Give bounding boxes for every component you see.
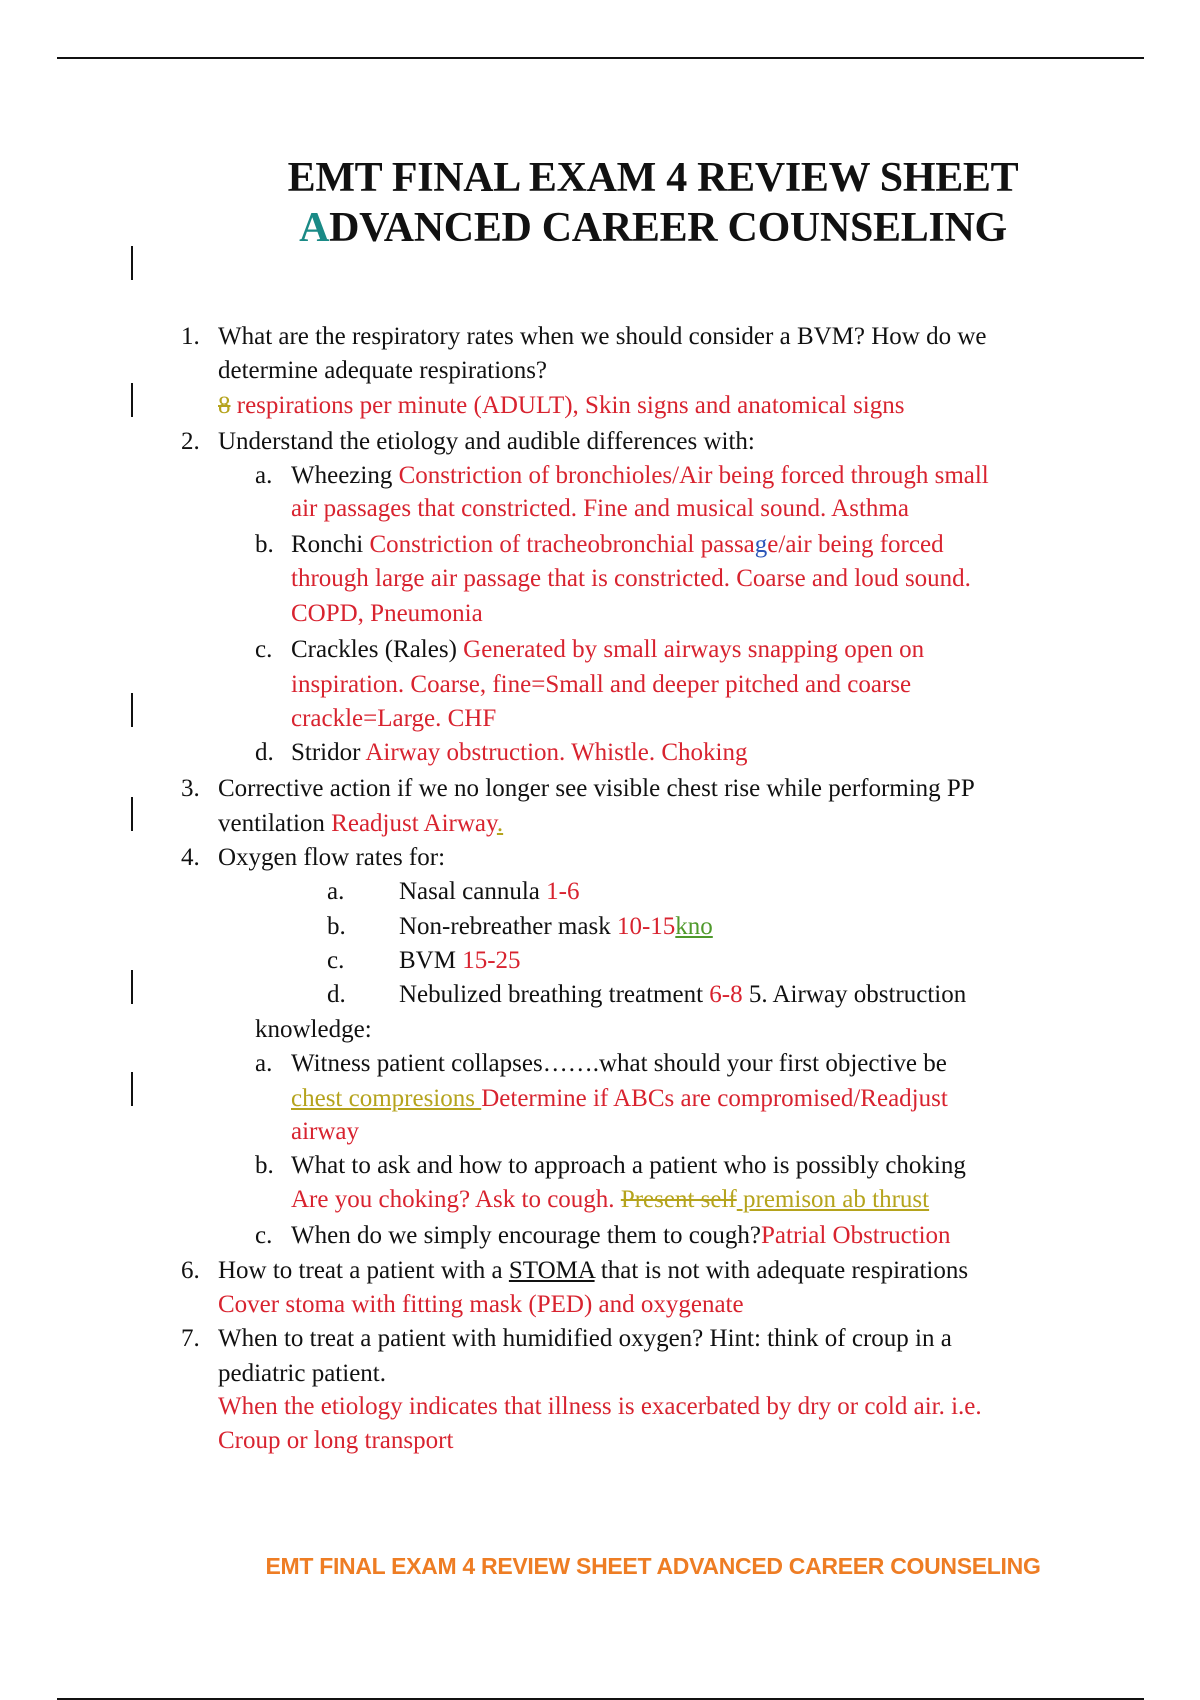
question-text: BVM xyxy=(399,947,463,974)
title-line-2-rest: DVANCED CAREER COUNSELING xyxy=(329,205,1007,251)
text-line xyxy=(291,632,924,668)
list-marker: a. xyxy=(327,878,345,905)
list-marker: c. xyxy=(255,1222,273,1249)
answer-text: Croup or long transport xyxy=(218,1427,454,1454)
list-marker: c. xyxy=(327,947,345,974)
change-bar xyxy=(131,246,133,280)
question-text: 5. Airway obstruction xyxy=(742,981,967,1008)
answer-text: air passages that constricted. Fine and musical sound. Asthma xyxy=(291,495,909,522)
answer-text: Cover stoma with fitting mask (PED) and oxygenate xyxy=(218,1291,744,1318)
answer-text: COPD, Pneumonia xyxy=(291,600,483,627)
page-footer: EMT FINAL EXAM 4 REVIEW SHEET ADVANCED CAREER COUNSELING xyxy=(265,1553,1041,1579)
text-line xyxy=(291,1046,947,1082)
answer-text: e/air being forced xyxy=(767,531,944,558)
change-bar xyxy=(131,693,133,727)
text-line xyxy=(291,1114,359,1150)
answer-text: 15-25 xyxy=(462,947,521,974)
text-line xyxy=(218,1423,453,1459)
text-line xyxy=(218,840,445,876)
page-title xyxy=(0,153,1200,253)
list-marker: 7. xyxy=(181,1325,200,1352)
answer-text: crackle=Large. CHF xyxy=(291,705,497,732)
question-text: When do we simply encourage them to cough? xyxy=(291,1222,761,1249)
question-text: What are the respiratory rates when we should consider a BVM? How do we xyxy=(218,323,987,350)
list-marker: b. xyxy=(255,1152,274,1179)
list-marker: d. xyxy=(255,739,274,766)
text-line xyxy=(291,701,496,737)
top-rule xyxy=(57,57,1144,59)
answer-text: respirations per minute (ADULT), Skin signs and anatomical signs xyxy=(230,392,905,419)
question-text: How to treat a patient with a xyxy=(218,1257,509,1284)
question-text: Corrective action if we no longer see visible chest rise while performing PP xyxy=(218,775,975,802)
answer-text: 1-6 xyxy=(546,878,580,905)
answer-text: Readjust Airway xyxy=(331,810,497,837)
answer-text: airway xyxy=(291,1118,360,1145)
text-line xyxy=(218,319,987,355)
question-text: Understand the etiology and audible differences with: xyxy=(218,428,755,455)
text-line xyxy=(255,1012,372,1048)
question-text: Nebulized breathing treatment xyxy=(399,981,710,1008)
text-line xyxy=(218,771,975,807)
title-line-2 xyxy=(0,203,1200,253)
text-line xyxy=(218,388,904,424)
text-line xyxy=(291,561,971,597)
text-line xyxy=(291,1148,966,1184)
change-bar xyxy=(131,797,133,831)
question-text: Witness patient collapses…….what should your first objective be xyxy=(291,1050,947,1077)
answer-text: 10-15 xyxy=(616,913,676,940)
tracked-edit: Present self xyxy=(620,1186,737,1213)
text-line xyxy=(399,874,579,910)
answer-text: Are you choking? Ask to cough. xyxy=(291,1186,621,1213)
title-line-1: EMT FINAL EXAM 4 REVIEW SHEET xyxy=(287,155,1019,201)
text-line xyxy=(291,667,911,703)
tracked-edit: g xyxy=(754,531,768,558)
text-line xyxy=(218,424,755,460)
answer-text: Constriction of tracheobronchial passa xyxy=(369,531,755,558)
question-text: knowledge: xyxy=(255,1016,372,1043)
answer-text: Airway obstruction. Whistle. Choking xyxy=(365,739,748,766)
change-bar xyxy=(131,1072,133,1106)
text-line xyxy=(218,1356,386,1392)
tracked-edit: chest compresions xyxy=(291,1085,482,1112)
answer-text: Patrial Obstruction xyxy=(761,1222,951,1249)
question-text: determine adequate respirations? xyxy=(218,357,548,384)
tracked-edit: . xyxy=(496,810,504,837)
text-line xyxy=(218,1253,968,1289)
answer-text: Determine if ABCs are compromised/Readjust xyxy=(481,1085,948,1112)
tracked-edit: 8 xyxy=(218,392,231,419)
list-marker: b. xyxy=(327,913,346,940)
question-text: What to ask and how to approach a patient who is possibly choking xyxy=(291,1152,966,1179)
question-text: Wheezing xyxy=(291,462,399,489)
text-line xyxy=(291,1182,929,1218)
answer-text: Generated by small airways snapping open on xyxy=(463,636,925,663)
text-line xyxy=(218,1321,952,1357)
question-text: STOMA xyxy=(508,1257,595,1284)
text-line xyxy=(291,491,909,527)
answer-text: inspiration. Coarse, fine=Small and deeper pitched and coarse xyxy=(291,671,912,698)
answer-text: When the etiology indicates that illness is exacerbated by dry or cold air. i.e. xyxy=(218,1393,982,1420)
question-text: Non-rebreather mask xyxy=(399,913,617,940)
list-marker: 2. xyxy=(181,428,200,455)
question-text: Stridor xyxy=(291,739,366,766)
question-text: Ronchi xyxy=(291,531,370,558)
question-text: that is not with adequate respirations xyxy=(594,1257,969,1284)
list-marker: 4. xyxy=(181,844,200,871)
tracked-edit: kno xyxy=(675,913,713,940)
answer-text: through large air passage that is constricted. Coarse and loud sound. xyxy=(291,565,971,592)
question-text: Oxygen flow rates for: xyxy=(218,844,446,871)
list-marker: d. xyxy=(327,981,346,1008)
text-line xyxy=(291,458,989,494)
list-marker: 3. xyxy=(181,775,200,802)
text-line xyxy=(218,806,503,842)
question-text: ventilation xyxy=(218,810,332,837)
list-marker: 1. xyxy=(181,323,200,350)
question-text: Nasal cannula xyxy=(399,878,547,905)
title-accent-letter: A xyxy=(299,205,330,251)
answer-text: Constriction of bronchioles/Air being forced through small xyxy=(398,462,989,489)
list-marker: 6. xyxy=(181,1257,200,1284)
text-line xyxy=(291,735,747,771)
text-line xyxy=(291,596,483,632)
question-text: When to treat a patient with humidified oxygen? Hint: think of croup in a xyxy=(218,1325,952,1352)
text-line xyxy=(399,943,521,979)
text-line xyxy=(218,1287,744,1323)
question-text: pediatric patient. xyxy=(218,1360,386,1387)
text-line xyxy=(399,909,713,945)
text-line xyxy=(291,1218,951,1254)
answer-text: 6-8 xyxy=(709,981,743,1008)
text-line xyxy=(291,1081,948,1117)
text-line xyxy=(218,353,547,389)
text-line xyxy=(291,527,944,563)
text-line xyxy=(218,1389,982,1425)
list-marker: b. xyxy=(255,531,274,558)
tracked-edit: premison ab thrust xyxy=(736,1186,930,1213)
change-bar xyxy=(131,970,133,1004)
list-marker: c. xyxy=(255,636,273,663)
text-line xyxy=(399,977,966,1013)
list-marker: a. xyxy=(255,462,273,489)
question-text: Crackles (Rales) xyxy=(291,636,464,663)
change-bar xyxy=(131,383,133,417)
list-marker: a. xyxy=(255,1050,273,1077)
